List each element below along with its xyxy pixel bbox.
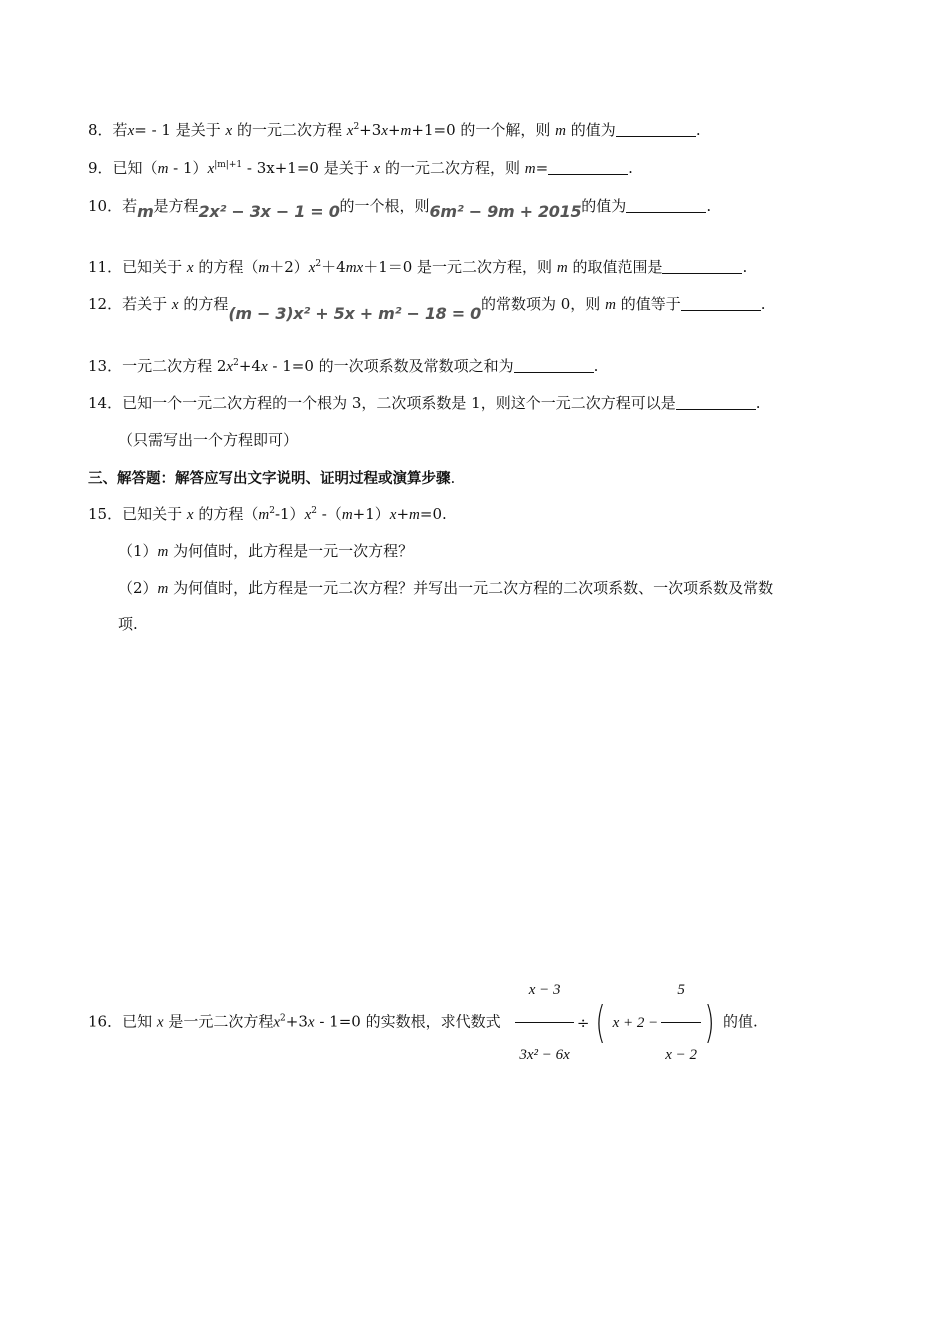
section-heading: 三、解答题：解答应写出文字说明、证明过程或演算步骤. [88,469,456,487]
math-image-expression: 6m² − 9m + 2015 [429,202,582,221]
answer-blank[interactable] [681,296,761,311]
question-number: 15． [88,505,123,523]
answer-blank[interactable] [548,160,628,175]
question-number: 11． [88,258,123,276]
question-number: 10． [88,197,123,215]
question-15-part-2-cont: 项. [118,615,138,633]
question-9: 9．已知$(m - 1)x^{|m|+1} - 3x+1=0$ 是关于 x 的一元二次方程，则 m= . [88,159,633,177]
math-image-m: m [137,202,154,221]
question-16: 16．已知 x 是一元二次方程$x^2+3x - 1=0$ 的实数根，求代数式 $\frac{x - 3}{\text{3x² − 6x}}$ ÷ ( x + 2 − $\frac{5}{x - 2}$ ) 的值. [88,960,758,1020]
question-number: 12． [88,295,123,313]
question-15-part-1: （1）m 为何值时，此方程是一元一次方程？ [118,542,414,560]
fraction-1: $\frac{x - 3}{\text{3x² − 6x}}$ [515,960,573,1085]
question-12: 12．若关于 x 的方程(m − 3)x² + 5x + m² − 18 = 0的常数项为 0，则 m 的值等于 . [88,295,766,323]
question-number: 16． [88,1012,123,1031]
question-number: 8． [88,121,113,139]
question-15-part-2: （2）m 为何值时，此方程是一元二次方程？并写出一元二次方程的二次项系数、一次项系数及常数 [118,579,774,597]
question-14: 14．已知一个一元二次方程的一个根为 3，二次项系数是 1，则这个一元二次方程可以是 . [88,394,761,412]
answer-blank[interactable] [616,122,696,137]
question-14-note: （只需写出一个方程即可） [118,431,299,449]
answer-blank[interactable] [626,198,706,213]
question-number: 14． [88,394,123,412]
answer-blank[interactable] [514,358,594,373]
question-15: 15．已知关于 x 的方程$(m^2-1)x^2$ -（m+1）x+m=0. [88,505,447,523]
math-image-equation: 2x² − 3x − 1 = 0 [198,202,340,221]
math-image-equation: (m − 3)x² + 5x + m² − 18 = 0 [228,304,481,323]
question-10: 10．若m是方程2x² − 3x − 1 = 0的一个根，则6m² − 9m + 2015的值为 . [88,197,712,221]
answer-blank[interactable] [662,259,742,274]
fraction-2: $\frac{5}{x - 2}$ [661,960,701,1085]
question-number: 9． [88,159,113,177]
question-11: 11．已知关于 x 的方程$(m+2)x^2+4mx+1=0$ 是一元二次方程，则 m 的取值范围是 . [88,258,748,276]
answer-blank[interactable] [676,395,756,410]
question-number: 13． [88,357,123,375]
question-13: 13．一元二次方程 $2x^2+4x - 1=0$ 的一次项系数及常数项之和为 . [88,357,599,375]
question-8: 8．若x= - 1 是关于 x 的一元二次方程 $x^2+3x+m+1=0$ 的一个解，则 m 的值为 . [88,121,701,139]
